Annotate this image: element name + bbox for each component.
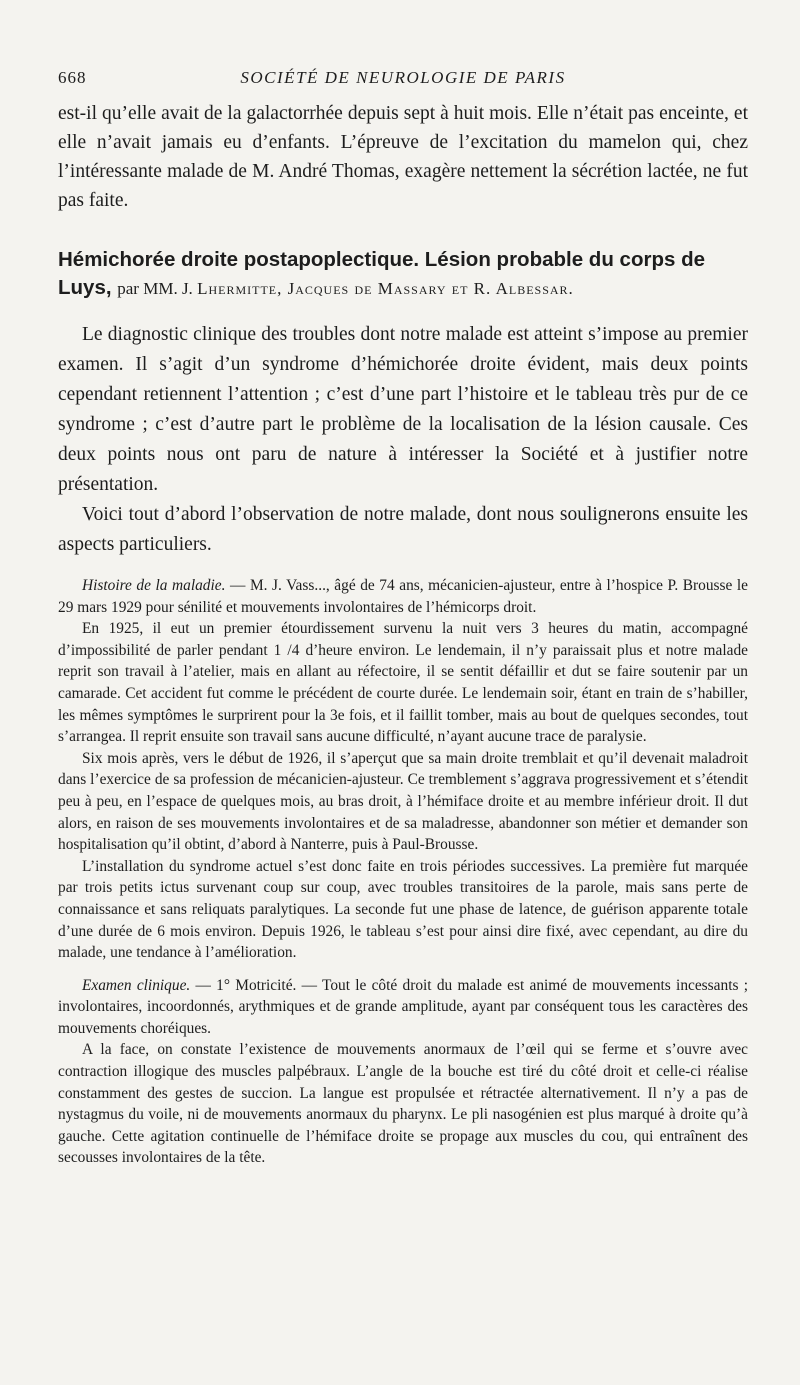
intro-paragraph: Voici tout d’abord l’observation de notre malade, dont nous soulignerons ensuite les aspects particuliers. <box>58 504 748 555</box>
history-paragraph: Six mois après, vers le début de 1926, il s’aperçut que sa main droite tremblait et qu’il devenait maladroit dans l’exercice de sa profession de mécanicien-ajusteur. Ce tremblement s’aggrava progressivement et s’étendit peu à peu, en l’espace de quelques mois, au bras droit, à l’hémiface droite et au membre inférieur droit. Il dut alors, en raison de ses mouvements involontaires et de sa maladresse, abandonner son métier et demander son hospitalisation qu’il obtint, d’abord à Nanterre, puis à Paul-Brousse. <box>58 749 748 854</box>
authors-names: Lhermitte, Jacques de Massary et R. Albessar. <box>197 279 574 298</box>
lead-paragraph: est-il qu’elle avait de la galactorrhée depuis sept à huit mois. Elle n’était pas enceinte, et elle n’avait jamais eu d’enfants. L’épreuve de l’excitation du mamelon qui, chez l’intéressante malade de M. André Thomas, exagère nettement la sécrétion lactée, ne fut pas faite. <box>58 103 748 211</box>
history-paragraph <box>58 575 748 618</box>
intro-paragraph: Le diagnostic clinique des troubles dont notre malade est atteint s’impose au premier examen. Il s’agit d’un syndrome d’hémichorée droite évident, mais deux points cependant retiennent l’attention ; c’est d’une part l’histoire et le tableau très pur de ce syndrome ; c’est d’autre part le problème de la localisation de la lésion causale. Ces deux points nous ont paru de nature à intéresser la Société et à justifier notre présentation. <box>58 324 748 495</box>
introduction <box>58 320 748 560</box>
journal-title: SOCIÉTÉ DE NEUROLOGIE DE PARIS <box>240 68 566 87</box>
history-paragraph: En 1925, il eut un premier étourdissement survenu la nuit vers 3 heures du matin, accompagné d’impossibilité de parler pendant 1 /4 d’heure environ. Le lendemain, il n’y paraissait plus et notre malade reprit son travail à l’atelier, mais en allant au réfectoire, il se sentit défaillir et dut se faire soutenir par un camarade. Cet accident fut comme le précédent de courte durée. Le lendemain soir, étant en train de s’habiller, les mêmes symptômes le surprirent pour la 3e fois, et il faillit tomber, mais au bout de quelques secondes, tout s’arrangea. Il reprit ensuite son travail sans aucune difficulté, n’ayant aucune trace de paralysie. <box>58 620 748 746</box>
case-report <box>58 575 748 1169</box>
exam-label: Examen clinique. <box>82 976 191 994</box>
history-text: — M. J. Vass..., âgé de 74 ans, mécanicien-ajusteur, entre à l’hospice P. Brousse le 29 mars 1929 pour sénilité et mouvements involontaires de l’hémicorps droit. <box>58 577 748 616</box>
history-paragraph: L’installation du syndrome actuel s’est donc faite en trois périodes successives. La première fut marquée par trois petits ictus survenant coup sur coup, avec troubles transitoires de la parole, mais sans perte de connaissance et sans reliquats paralytiques. La seconde fut une phase de latence, de guérison apparente totale d’une durée de 6 mois environ. Depuis 1926, le tableau s’est pour ainsi dire fixé, avec cependant, au dire du malade, une tendance à l’amélioration. <box>58 857 748 962</box>
exam-text: — 1° Motricité. — Tout le côté droit du malade est animé de mouvements incessants ; involontaires, incoordonnés, arythmiques et de grande amplitude, ayant par conséquent tous les caractères des mouvements choréiques. <box>58 976 748 1037</box>
article-title-text: Hémichorée droite postapoplectique. Lésion probable du corps de Luys, <box>58 248 705 299</box>
article-authors <box>117 279 574 298</box>
history-label: Histoire de la maladie. <box>82 577 226 594</box>
section-gap <box>58 964 748 975</box>
page-number: 668 <box>58 68 87 87</box>
exam-paragraph <box>58 975 748 1040</box>
authors-prefix: par MM. J. <box>117 279 193 298</box>
running-header <box>58 68 748 92</box>
exam-paragraph: A la face, on constate l’existence de mouvements anormaux de l’œil qui se ferme et s’ouvre avec contraction illogique des muscles palpébraux. L’angle de la bouche est tiré du côté droit et celle-ci réalise constamment des gestes de succion. La langue est propulsée et rétractée alternativement. Il n’y a pas de nystagmus du voile, ni de mouvements anormaux du pharynx. Le pli nasogénien est plus marqué à droite qu’à gauche. Cette agitation continuelle de l’hémiface droite se propage aux muscles du cou, qui entraînent des secousses involontaires de la tête. <box>58 1041 748 1167</box>
article-title <box>58 246 758 303</box>
